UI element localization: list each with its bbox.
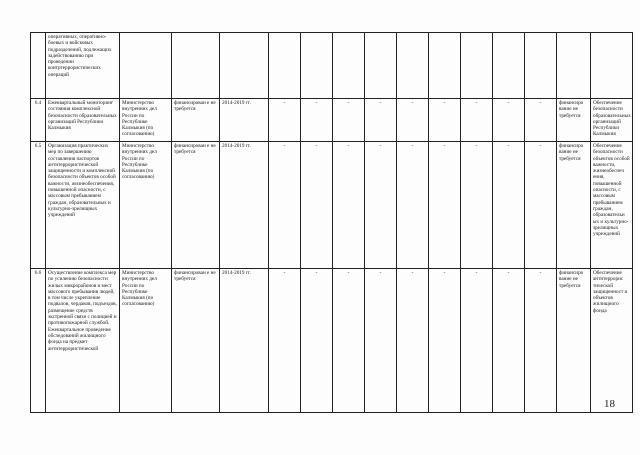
table-row (31, 142, 633, 269)
funding-amount-cell (269, 33, 301, 99)
funding-source-cell: финансирован е не требуется (172, 142, 220, 269)
expected-result-cell (591, 33, 633, 99)
funding-amount-cell: - (493, 269, 525, 413)
measure-cell: оперативных, оперативно-боевых и войсковых подразделений, подлежащих задействованию при проведении контртеррористических операций (46, 33, 120, 99)
row-number-cell (31, 33, 46, 99)
funding-amount-cell: - (269, 142, 301, 269)
funding-amount-cell: - (301, 99, 333, 142)
executor-cell: Министерство внутренних дел России по Республике Калмыкия (по согласованию) (120, 142, 172, 269)
funding-amount-cell: - (301, 269, 333, 413)
funding-amount-cell (525, 33, 557, 99)
funding-amount-cell: - (461, 269, 493, 413)
funding-amount-cell (365, 33, 397, 99)
funding-amount-cell (493, 33, 525, 99)
program-measures-table (30, 32, 633, 413)
expected-result-cell: Обеспечение безопасности образовательных организаций Республики Калмыкия (591, 99, 633, 142)
funding-amount-cell: - (525, 142, 557, 269)
table-body (31, 33, 633, 413)
funding-amount-cell: - (461, 99, 493, 142)
executor-cell: Министерство внутренних дел России по Республике Калмыкия (по согласованию) (120, 99, 172, 142)
table-row (31, 269, 633, 413)
funding-amount-cell: - (333, 99, 365, 142)
table-row (31, 33, 633, 99)
funding-amount-cell: - (493, 142, 525, 269)
funding-note-cell: финансиро вание не требуется (557, 269, 591, 413)
period-cell: 2014-2019 гг. (220, 269, 269, 413)
row-number-cell: 6.6 (31, 269, 46, 413)
funding-amount-cell: - (525, 99, 557, 142)
funding-amount-cell: - (429, 269, 461, 413)
row-number-cell: 6.4 (31, 99, 46, 142)
executor-cell (120, 33, 172, 99)
funding-amount-cell: - (269, 99, 301, 142)
period-cell: 2014-2019 гг. (220, 99, 269, 142)
period-cell: 2014-2019 гг. (220, 142, 269, 269)
funding-amount-cell: - (333, 142, 365, 269)
page-number: 18 (604, 398, 615, 410)
period-cell (220, 33, 269, 99)
expected-result-cell: Обеспечение антитеррорис тической защищенност и объектов жилищного фонда (591, 269, 633, 413)
funding-source-cell: финансирован е не требуется (172, 269, 220, 413)
measure-cell: Осуществление комплекса мер по усилению безопасности жилых микрорайонов и мест массового пребывания людей, в том числе укрепление подвалов, чердаков, подъездов, размещение средств экстренной связи с полицией и противопожарной службой. Ежеквартальное проведение обследований жилищного фонда на предмет антитеррористической (46, 269, 120, 413)
measure-cell: Организация практических мер по завершению составления паспортов антитеррористической защищенности и комплексной безопасности объектов особой важности, жизнеобеспечения, повышенной опасности, с массовым пребыванием граждан, образовательных и культурно-зрелищных учреждений (46, 142, 120, 269)
funding-amount-cell (301, 33, 333, 99)
funding-amount-cell: - (429, 99, 461, 142)
funding-amount-cell: - (525, 269, 557, 413)
funding-amount-cell (429, 33, 461, 99)
funding-amount-cell: - (333, 269, 365, 413)
funding-amount-cell: - (269, 269, 301, 413)
funding-amount-cell: - (461, 142, 493, 269)
funding-note-cell (557, 33, 591, 99)
funding-amount-cell (397, 33, 429, 99)
funding-amount-cell: - (365, 99, 397, 142)
row-number-cell: 6.5 (31, 142, 46, 269)
funding-note-cell: финансиро вание не требуется (557, 99, 591, 142)
funding-note-cell: финансиро вание не требуется (557, 142, 591, 269)
funding-amount-cell (333, 33, 365, 99)
executor-cell: Министерство внутренних дел России по Республике Калмыкия (по согласованию) (120, 269, 172, 413)
funding-amount-cell: - (397, 269, 429, 413)
measure-cell: Ежеквартальный мониторинг состояния комплексной безопасности образовательных организаций Республики Калмыкия (46, 99, 120, 142)
funding-amount-cell: - (397, 99, 429, 142)
funding-amount-cell (461, 33, 493, 99)
funding-amount-cell: - (301, 142, 333, 269)
funding-source-cell: финансирован е не требуется (172, 99, 220, 142)
funding-amount-cell: - (397, 142, 429, 269)
funding-amount-cell: - (493, 99, 525, 142)
table-row (31, 99, 633, 142)
funding-amount-cell: - (365, 269, 397, 413)
funding-amount-cell: - (429, 142, 461, 269)
funding-source-cell (172, 33, 220, 99)
funding-amount-cell: - (365, 142, 397, 269)
expected-result-cell: Обеспечение безопасности объектов особой важности, жизнеобеспеч ения, повышенной опасности, с массовым пребыванием граждан, образовательн ых и культурно-зрелищных учреждений (591, 142, 633, 269)
